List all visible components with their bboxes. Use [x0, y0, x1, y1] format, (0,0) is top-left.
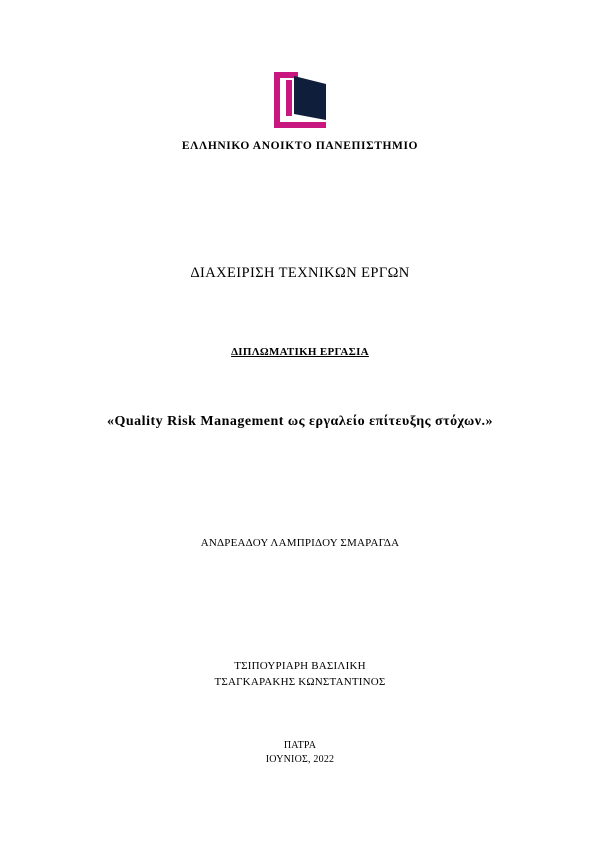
- logo-navy-page: [294, 76, 326, 120]
- date: ΙΟΥΝΙΟΣ, 2022: [265, 754, 335, 765]
- city: ΠΑΤΡΑ: [283, 740, 317, 751]
- university-name: ΕΛΛΗΝΙΚΟ ΑΝΟΙΚΤΟ ΠΑΝΕΠΙΣΤΗΜΙΟ: [181, 140, 419, 152]
- thesis-title: «Quality Risk Management ως εργαλείο επίτευξης στόχων.»: [107, 414, 493, 429]
- thesis-type: ΔΙΠΛΩΜΑΤΙΚΗ ΕΡΓΑΣΙΑ: [231, 346, 369, 358]
- eap-logo-icon: [272, 70, 328, 130]
- program-name: ΔΙΑΧΕΙΡΙΣΗ ΤΕΧΝΙΚΩΝ ΕΡΓΩΝ: [190, 265, 410, 281]
- author-name: ΑΝΔΡΕΑΔΟΥ ΛΑΜΠΡΙΔΟΥ ΣΜΑΡΑΓΔΑ: [200, 537, 400, 549]
- supervisor-1: ΤΣΙΠΟΥΡΙΑΡΗ ΒΑΣΙΛΙΚΗ: [234, 660, 366, 672]
- supervisor-2: ΤΣΑΓΚΑΡΑΚΗΣ ΚΩΝΣΤΑΝΤΙΝΟΣ: [214, 676, 386, 688]
- logo-magenta-accent: [286, 80, 292, 116]
